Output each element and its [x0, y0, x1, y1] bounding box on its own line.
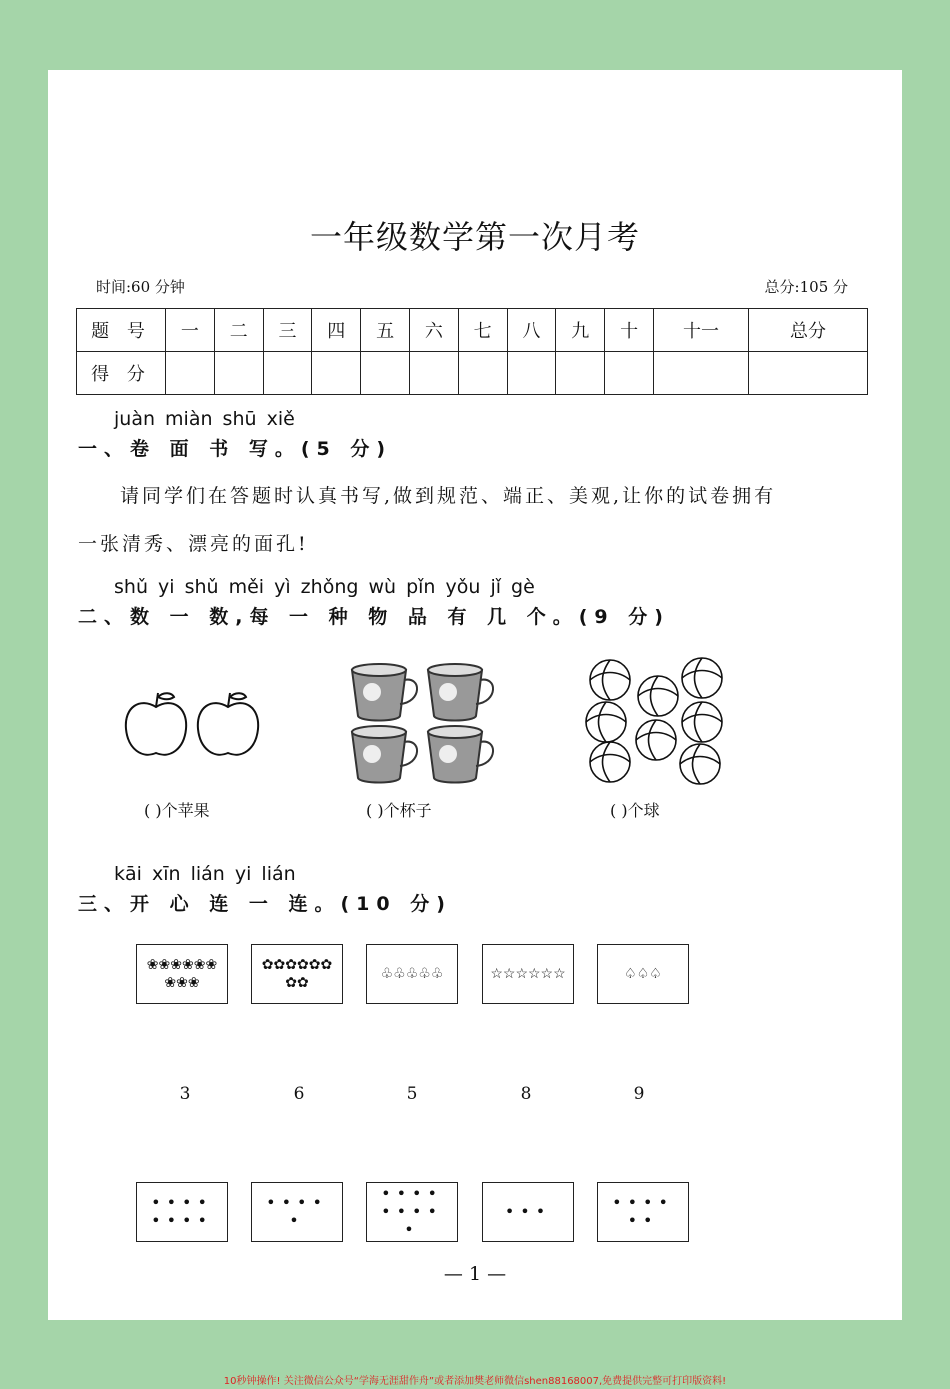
time-label: 时间:60 分钟: [96, 278, 185, 296]
section3-heading: 三、开 心 连 一 连。(10 分): [78, 893, 452, 915]
dots: •••••••••: [381, 1184, 443, 1239]
score-cell[interactable]: [605, 352, 654, 395]
shape-icons: ☆☆☆☆☆☆: [490, 966, 566, 982]
score-cell[interactable]: [507, 352, 556, 395]
apples-caption: ( )个苹果: [144, 801, 210, 820]
shape-icons: ✿✿✿✿✿✿✿✿: [261, 957, 333, 991]
score-cell[interactable]: [263, 352, 312, 395]
section3-pinyin: kāi xīn lián yi lián: [114, 863, 296, 885]
apple-icon: [198, 693, 258, 755]
score-cell[interactable]: [749, 352, 868, 395]
header-cell: 六: [409, 309, 458, 352]
shape-icons: ❀❀❀❀❀❀❀❀❀: [146, 957, 218, 991]
score-cell[interactable]: [214, 352, 263, 395]
picture-box[interactable]: [136, 944, 228, 1004]
cup-icon: [428, 726, 493, 783]
section1-text-line2: 一张清秀、漂亮的面孔!: [78, 533, 309, 555]
cups-image: [346, 660, 496, 790]
number-label: 8: [520, 1084, 532, 1104]
dots: ••••••••: [151, 1193, 213, 1230]
header-cell: 十一: [653, 309, 748, 352]
score-cell[interactable]: [312, 352, 361, 395]
header-cell: 题 号: [77, 309, 166, 352]
ball-icon: [636, 720, 676, 760]
score-cell[interactable]: [556, 352, 605, 395]
score-cell[interactable]: [409, 352, 458, 395]
picture-box[interactable]: [597, 944, 689, 1004]
picture-box[interactable]: [366, 944, 458, 1004]
score-cell[interactable]: [653, 352, 748, 395]
dot-box[interactable]: [366, 1182, 458, 1242]
score-cell[interactable]: [458, 352, 507, 395]
header-cell: 一: [166, 309, 215, 352]
header-cell: 四: [312, 309, 361, 352]
dot-box[interactable]: [251, 1182, 343, 1242]
section1-pinyin: juàn miàn shū xiě: [114, 408, 295, 430]
score-label-cell: 得 分: [77, 352, 166, 395]
dots: ••••••: [612, 1193, 674, 1230]
header-cell: 八: [507, 309, 556, 352]
shape-icons: ♤♤♤: [624, 966, 662, 982]
cup-icon: [352, 726, 417, 783]
score-cell[interactable]: [361, 352, 410, 395]
section1-text-line1: 请同学们在答题时认真书写,做到规范、端正、美观,让你的试卷拥有: [120, 485, 777, 507]
total-score-label: 总分:105 分: [764, 278, 848, 296]
section2-heading: 二、数 一 数,每 一 种 物 品 有 几 个。(9 分): [78, 606, 670, 628]
exam-paper: [48, 70, 902, 1320]
picture-box[interactable]: [251, 944, 343, 1004]
section1-heading: 一、卷 面 书 写。(5 分): [78, 438, 393, 460]
cup-icon: [428, 664, 493, 721]
picture-box[interactable]: [482, 944, 574, 1004]
number-label: 6: [293, 1084, 305, 1104]
header-cell: 三: [263, 309, 312, 352]
ball-icon: [590, 660, 630, 700]
ball-icon: [682, 658, 722, 698]
balls-image: [584, 656, 734, 786]
apples-image: [120, 685, 270, 765]
ball-icon: [680, 744, 720, 784]
header-cell: 九: [556, 309, 605, 352]
balls-caption: ( )个球: [610, 801, 660, 820]
header-cell: 七: [458, 309, 507, 352]
dot-box[interactable]: [482, 1182, 574, 1242]
ball-icon: [638, 676, 678, 716]
ball-icon: [590, 742, 630, 782]
header-cell: 五: [361, 309, 410, 352]
cup-icon: [352, 664, 417, 721]
ball-icon: [682, 702, 722, 742]
apple-icon: [126, 693, 186, 755]
dot-box[interactable]: [136, 1182, 228, 1242]
footer-note: 10秒钟操作! 关注微信公众号“学海无涯甜作舟”或者添加樊老师微信shen88168007,免费提供完整可打印版资料!: [223, 1376, 727, 1387]
score-table-score-row: [77, 352, 868, 395]
number-label: 9: [633, 1084, 645, 1104]
page-title: 一年级数学第一次月考: [309, 218, 640, 256]
section2-pinyin: shǔ yi shǔ měi yì zhǒng wù pǐn yǒu jǐ gè: [114, 576, 535, 598]
header-cell: 十: [605, 309, 654, 352]
cups-caption: ( )个杯子: [366, 801, 432, 820]
shape-icons: ♧♧♧♧♧: [380, 966, 444, 982]
header-cell: 总分: [749, 309, 868, 352]
number-label: 3: [179, 1084, 191, 1104]
dot-box[interactable]: [597, 1182, 689, 1242]
page-number: — 1 —: [443, 1263, 507, 1285]
score-cell[interactable]: [166, 352, 215, 395]
score-table-header-row: [77, 309, 868, 352]
score-table: [76, 308, 868, 395]
header-cell: 二: [214, 309, 263, 352]
dots: •••••: [266, 1193, 328, 1230]
ball-icon: [586, 702, 626, 742]
dots: •••: [504, 1202, 552, 1221]
number-label: 5: [406, 1084, 418, 1104]
